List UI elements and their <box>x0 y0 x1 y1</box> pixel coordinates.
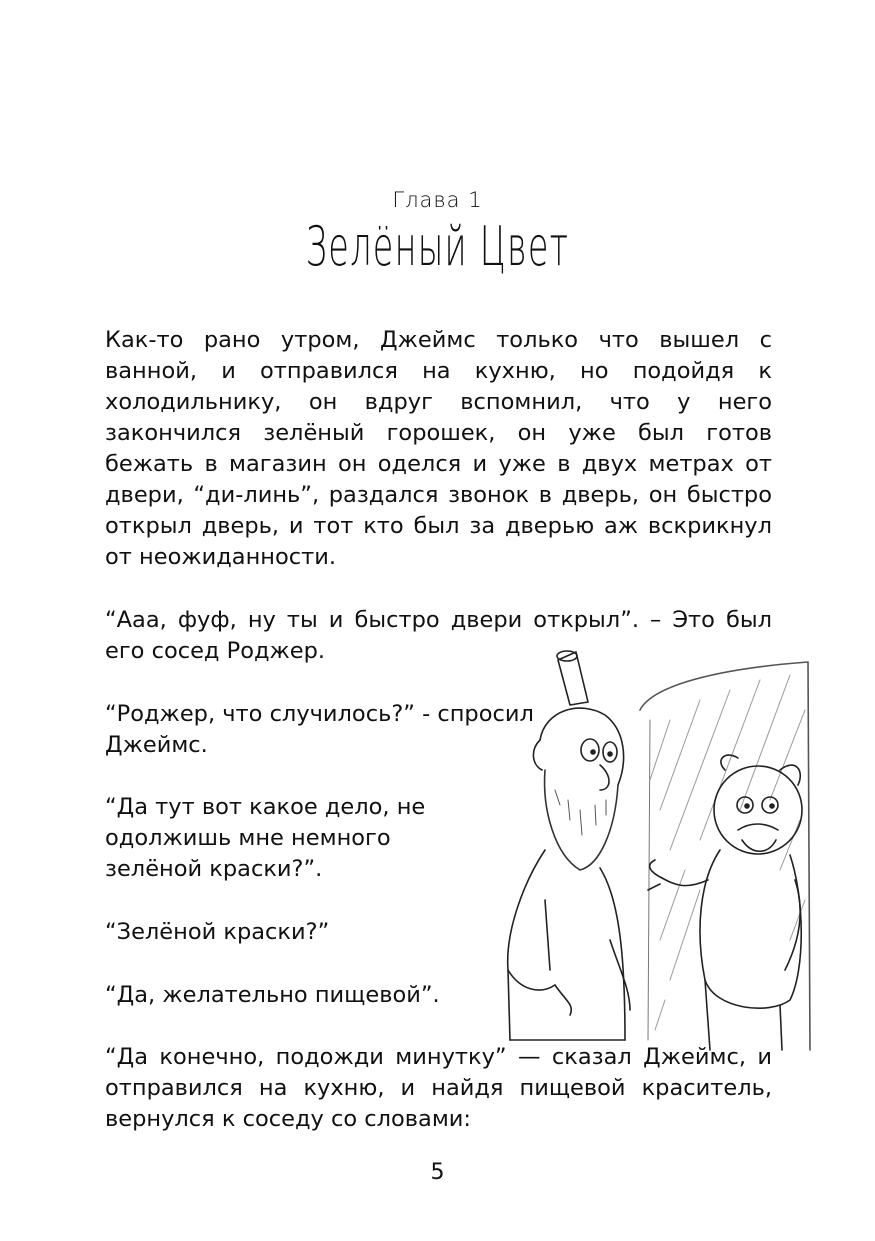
text-line: Джеймс. <box>105 732 208 758</box>
text-line: “Зелёной краски?” <box>105 919 330 945</box>
text-line: “Да тут вот какое дело, не <box>105 794 426 820</box>
text-line: холодильнику, он вдруг вспомнил, что у него <box>105 389 772 415</box>
chapter-label: Глава 1 <box>392 188 483 212</box>
text-line: Как-то рано утром, Джеймс только что вышел с <box>105 327 772 353</box>
paragraph-4 <box>105 792 465 885</box>
paragraph-1 <box>105 325 772 573</box>
paragraph-3 <box>105 699 545 761</box>
text-line: его сосед Роджер. <box>105 638 326 664</box>
text-line: бежать в магазин он оделся и уже в двух метрах от <box>105 451 772 477</box>
text-line: одолжишь мне немного <box>105 825 391 851</box>
paragraph-5 <box>105 917 465 948</box>
text-line: отправился на кухню, и найдя пищевой краситель, <box>105 1075 772 1101</box>
chapter-title: Зелёный Цвет <box>305 215 570 278</box>
text-line: закончился зелёный горошек, он уже был готов <box>105 420 772 446</box>
text-line: зелёной краски?”. <box>105 856 323 882</box>
text-line: ванной, и отправился на кухню, но подойдя к <box>105 358 772 384</box>
text-line: “Роджер, что случилось?” - спросил <box>105 701 534 727</box>
text-line: вернулся к соседу со словами: <box>105 1106 471 1132</box>
sketch-james-and-roger-at-door-icon <box>500 640 812 1060</box>
text-line: “Да, желательно пищевой”. <box>105 982 440 1008</box>
text-line: открыл дверь, и тот кто был за дверью аж вскрикнул <box>105 513 772 539</box>
text-line: “Ааа, фуф, ну ты и быстро двери открыл”. – Это был <box>105 607 772 633</box>
page-number: 5 <box>430 1160 445 1185</box>
paragraph-6 <box>105 980 485 1011</box>
text-line: “Да конечно, подожди минутку” — сказал Джеймс, и <box>105 1044 772 1070</box>
text-line: от неожиданности. <box>105 544 337 570</box>
text-line: двери, “ди-линь”, раздался звонок в дверь, он быстро <box>105 482 772 508</box>
